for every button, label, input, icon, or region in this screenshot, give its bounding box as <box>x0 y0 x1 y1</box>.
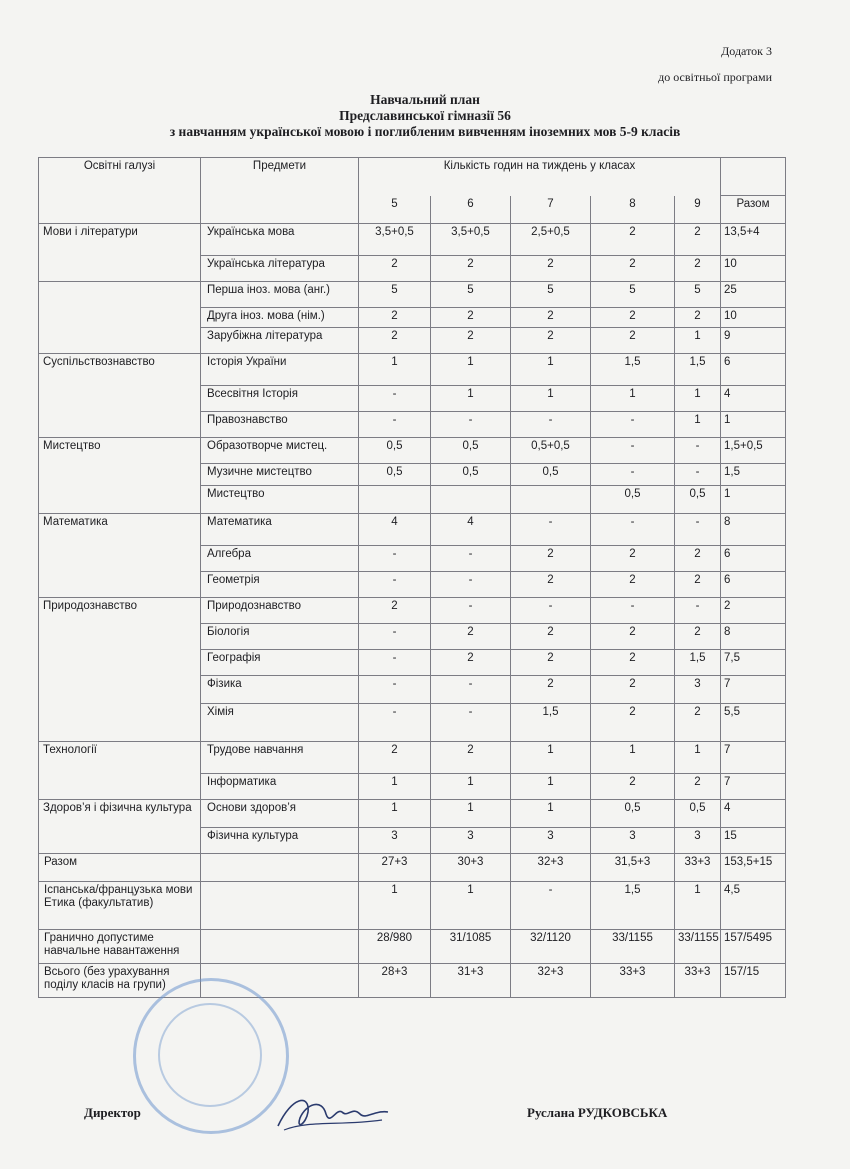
area-cell: Здоров’я і фізична культура <box>39 800 201 854</box>
hours-cell: - <box>591 598 675 624</box>
summary-cell: 32/1120 <box>511 930 591 964</box>
total-cell: 7 <box>721 774 786 800</box>
hours-cell: 5 <box>359 282 431 308</box>
table-row <box>39 742 786 774</box>
hours-cell: - <box>359 572 431 598</box>
total-cell: 4 <box>721 386 786 412</box>
hours-cell: 1 <box>675 328 721 354</box>
hours-cell: 2 <box>675 546 721 572</box>
hours-cell: 3,5+0,5 <box>431 224 511 256</box>
annex-block <box>658 38 772 90</box>
summary-blank <box>201 930 359 964</box>
summary-cell: 1,5 <box>591 882 675 930</box>
summary-label: Всього (без урахування поділу класів на групи) <box>39 964 201 998</box>
hours-cell: - <box>431 598 511 624</box>
hours-cell: 2 <box>359 256 431 282</box>
hours-cell: 2 <box>675 624 721 650</box>
summary-blank <box>201 882 359 930</box>
hours-cell: 0,5 <box>675 800 721 828</box>
subject-cell: Друга іноз. мова (нім.) <box>201 308 359 328</box>
area-cell: Суспільствознавство <box>39 354 201 438</box>
summary-label: Іспанська/французька мови Етика (факультатив) <box>39 882 201 930</box>
total-cell: 6 <box>721 572 786 598</box>
hours-cell: 2 <box>511 256 591 282</box>
subject-cell: Інформатика <box>201 774 359 800</box>
summary-cell: 33+3 <box>675 964 721 998</box>
grade-7: 7 <box>511 196 591 224</box>
summary-label: Гранично допустиме навчальне навантаження <box>39 930 201 964</box>
summary-cell: 28+3 <box>359 964 431 998</box>
hours-cell: - <box>431 572 511 598</box>
hours-cell: 2 <box>591 650 675 676</box>
header-subject: Предмети <box>201 158 359 224</box>
table-row <box>39 282 786 308</box>
hours-cell: 2 <box>591 572 675 598</box>
summary-cell: 33+3 <box>675 854 721 882</box>
total-cell: 4 <box>721 800 786 828</box>
hours-cell: - <box>359 386 431 412</box>
hours-cell: - <box>359 624 431 650</box>
summary-cell: 31,5+3 <box>591 854 675 882</box>
grade-5: 5 <box>359 196 431 224</box>
subject-cell: Історія України <box>201 354 359 386</box>
summary-total-cell: 153,5+15 <box>721 854 786 882</box>
total-cell: 9 <box>721 328 786 354</box>
hours-cell: 1,5 <box>675 354 721 386</box>
hours-cell: 2 <box>431 328 511 354</box>
hours-cell: 2 <box>359 742 431 774</box>
hours-cell: 1 <box>431 774 511 800</box>
summary-total-cell: 4,5 <box>721 882 786 930</box>
hours-cell: 2 <box>511 308 591 328</box>
title-line-3: з навчанням української мовою і поглибленим вивченням іноземних мов 5-9 класів <box>169 124 681 139</box>
summary-cell: 1 <box>359 882 431 930</box>
subject-cell: Українська мова <box>201 224 359 256</box>
area-cell: Мистецтво <box>39 438 201 514</box>
summary-cell: 31+3 <box>431 964 511 998</box>
hours-cell: - <box>431 412 511 438</box>
hours-cell: 1 <box>511 742 591 774</box>
hours-cell: 2 <box>675 704 721 742</box>
area-cell: Математика <box>39 514 201 598</box>
subject-cell: Основи здоров’я <box>201 800 359 828</box>
subject-cell: Трудове навчання <box>201 742 359 774</box>
total-cell: 7 <box>721 676 786 704</box>
summary-label: Разом <box>39 854 201 882</box>
summary-cell: 33/1155 <box>591 930 675 964</box>
total-cell: 6 <box>721 546 786 572</box>
hours-cell: 2 <box>591 328 675 354</box>
hours-cell: - <box>511 598 591 624</box>
summary-cell: 1 <box>431 882 511 930</box>
hours-cell: 0,5 <box>591 486 675 514</box>
total-cell: 1,5 <box>721 464 786 486</box>
annex-subtitle: до освітньої програми <box>658 70 772 84</box>
total-cell: 8 <box>721 514 786 546</box>
curriculum-table <box>38 157 786 998</box>
director-name: Руслана РУДКОВСЬКА <box>527 1105 668 1120</box>
hours-cell: 1 <box>431 800 511 828</box>
hours-cell <box>431 486 511 514</box>
total-cell: 1 <box>721 412 786 438</box>
header-area: Освітні галузі <box>39 158 201 224</box>
hours-cell: 3 <box>431 828 511 854</box>
hours-cell: 2 <box>675 774 721 800</box>
grade-8: 8 <box>591 196 675 224</box>
hours-cell: - <box>675 514 721 546</box>
hours-cell: 0,5 <box>431 464 511 486</box>
header-row <box>39 158 786 196</box>
hours-cell: 2 <box>359 308 431 328</box>
hours-cell: 3 <box>591 828 675 854</box>
hours-cell: 2 <box>591 774 675 800</box>
hours-cell: - <box>431 704 511 742</box>
hours-cell: 1 <box>359 354 431 386</box>
hours-cell: - <box>675 464 721 486</box>
summary-cell: 31/1085 <box>431 930 511 964</box>
area-cell: Мови і літератури <box>39 224 201 282</box>
director-signature <box>270 1090 400 1138</box>
hours-cell: 2 <box>431 624 511 650</box>
hours-cell: 2 <box>675 308 721 328</box>
hours-cell: 0,5 <box>359 438 431 464</box>
total-cell: 5,5 <box>721 704 786 742</box>
total-cell: 15 <box>721 828 786 854</box>
summary-cell: 1 <box>675 882 721 930</box>
table-row <box>39 514 786 546</box>
hours-cell: 2 <box>511 650 591 676</box>
summary-cell: 32+3 <box>511 854 591 882</box>
hours-cell: 2 <box>511 572 591 598</box>
hours-cell: 5 <box>675 282 721 308</box>
subject-cell: Музичне мистецтво <box>201 464 359 486</box>
hours-cell: - <box>359 412 431 438</box>
hours-cell: 1 <box>511 800 591 828</box>
hours-cell: 1,5 <box>591 354 675 386</box>
total-cell: 1 <box>721 486 786 514</box>
hours-cell: - <box>431 546 511 572</box>
subject-cell: Природознавство <box>201 598 359 624</box>
hours-cell: 3 <box>511 828 591 854</box>
hours-cell: - <box>591 438 675 464</box>
hours-cell: 1 <box>591 386 675 412</box>
summary-blank <box>201 854 359 882</box>
hours-cell: 1 <box>675 742 721 774</box>
summary-cell: 33+3 <box>591 964 675 998</box>
total-cell: 1,5+0,5 <box>721 438 786 464</box>
summary-cell: - <box>511 882 591 930</box>
grade-6: 6 <box>431 196 511 224</box>
summary-total-cell: 157/15 <box>721 964 786 998</box>
hours-cell: 2 <box>511 676 591 704</box>
official-stamp <box>133 978 289 1134</box>
hours-cell: 4 <box>431 514 511 546</box>
hours-cell: - <box>591 464 675 486</box>
hours-cell: - <box>675 438 721 464</box>
hours-cell: 2 <box>511 328 591 354</box>
hours-cell: 1 <box>431 354 511 386</box>
subject-cell: Географія <box>201 650 359 676</box>
area-cell: Природознавство <box>39 598 201 742</box>
hours-cell: 1 <box>511 774 591 800</box>
total-cell: 10 <box>721 256 786 282</box>
hours-cell: - <box>511 514 591 546</box>
summary-row <box>39 854 786 882</box>
header-hours: Кількість годин на тиждень у класах <box>359 158 721 196</box>
summary-row <box>39 930 786 964</box>
subject-cell: Правознавство <box>201 412 359 438</box>
hours-cell: 2 <box>591 624 675 650</box>
hours-cell: 2 <box>591 676 675 704</box>
hours-cell: 2 <box>591 224 675 256</box>
hours-cell: 1 <box>359 774 431 800</box>
area-cell: Технології <box>39 742 201 800</box>
subject-cell: Образотворче мистец. <box>201 438 359 464</box>
hours-cell: - <box>511 412 591 438</box>
grade-total: Разом <box>721 196 786 224</box>
subject-cell: Зарубіжна література <box>201 328 359 354</box>
hours-cell: - <box>359 650 431 676</box>
hours-cell: 5 <box>431 282 511 308</box>
hours-cell: 2 <box>591 546 675 572</box>
hours-cell: 1,5 <box>675 650 721 676</box>
hours-cell: 1 <box>359 800 431 828</box>
summary-total-cell: 157/5495 <box>721 930 786 964</box>
hours-cell: 0,5+0,5 <box>511 438 591 464</box>
hours-cell: 2 <box>591 256 675 282</box>
hours-cell: 2 <box>675 224 721 256</box>
subject-cell: Хімія <box>201 704 359 742</box>
hours-cell: - <box>675 598 721 624</box>
hours-cell: 3,5+0,5 <box>359 224 431 256</box>
hours-cell: 3 <box>675 676 721 704</box>
hours-cell: 2 <box>359 598 431 624</box>
table-row <box>39 598 786 624</box>
area-cell <box>39 282 201 354</box>
summary-row <box>39 964 786 998</box>
hours-cell: - <box>359 704 431 742</box>
subject-cell: Українська література <box>201 256 359 282</box>
hours-cell: 0,5 <box>675 486 721 514</box>
summary-cell: 30+3 <box>431 854 511 882</box>
hours-cell: 2,5+0,5 <box>511 224 591 256</box>
subject-cell: Мистецтво <box>201 486 359 514</box>
hours-cell: 1 <box>675 386 721 412</box>
table-row <box>39 438 786 464</box>
hours-cell: 2 <box>431 742 511 774</box>
subject-cell: Біологія <box>201 624 359 650</box>
total-cell: 7,5 <box>721 650 786 676</box>
total-cell: 7 <box>721 742 786 774</box>
hours-cell: 1 <box>431 386 511 412</box>
summary-cell: 27+3 <box>359 854 431 882</box>
summary-cell: 28/980 <box>359 930 431 964</box>
total-cell: 8 <box>721 624 786 650</box>
hours-cell: 0,5 <box>511 464 591 486</box>
subject-cell: Алгебра <box>201 546 359 572</box>
hours-cell: 0,5 <box>359 464 431 486</box>
hours-cell: 2 <box>675 256 721 282</box>
director-label: Директор <box>84 1105 141 1120</box>
hours-cell: 3 <box>359 828 431 854</box>
hours-cell: 2 <box>431 650 511 676</box>
total-cell: 25 <box>721 282 786 308</box>
hours-cell: 0,5 <box>591 800 675 828</box>
hours-cell: 2 <box>511 624 591 650</box>
total-cell: 6 <box>721 354 786 386</box>
document-title <box>0 92 850 140</box>
hours-cell: - <box>591 412 675 438</box>
hours-cell: 2 <box>431 256 511 282</box>
hours-cell: 1 <box>511 386 591 412</box>
hours-cell: 1,5 <box>511 704 591 742</box>
table-row <box>39 354 786 386</box>
hours-cell: - <box>591 514 675 546</box>
hours-cell: - <box>359 676 431 704</box>
summary-cell: 32+3 <box>511 964 591 998</box>
table-row <box>39 224 786 256</box>
hours-cell: 2 <box>511 546 591 572</box>
hours-cell: 2 <box>675 572 721 598</box>
table-row <box>39 800 786 828</box>
title-line-1: Навчальний план <box>370 92 480 107</box>
hours-cell: 2 <box>591 704 675 742</box>
subject-cell: Математика <box>201 514 359 546</box>
subject-cell: Геометрія <box>201 572 359 598</box>
hours-cell: 3 <box>675 828 721 854</box>
hours-cell: - <box>359 546 431 572</box>
table-body <box>39 158 786 998</box>
total-cell: 2 <box>721 598 786 624</box>
header-blank <box>721 158 786 196</box>
hours-cell: 4 <box>359 514 431 546</box>
hours-cell: 1 <box>511 354 591 386</box>
hours-cell: 1 <box>675 412 721 438</box>
summary-row <box>39 882 786 930</box>
summary-cell: 33/1155 <box>675 930 721 964</box>
hours-cell <box>359 486 431 514</box>
hours-cell: 2 <box>359 328 431 354</box>
hours-cell: - <box>431 676 511 704</box>
hours-cell: 1 <box>591 742 675 774</box>
hours-cell: 5 <box>591 282 675 308</box>
subject-cell: Всесвітня Історія <box>201 386 359 412</box>
subject-cell: Фізична культура <box>201 828 359 854</box>
total-cell: 13,5+4 <box>721 224 786 256</box>
annex-label: Додаток 3 <box>721 44 772 58</box>
subject-cell: Перша іноз. мова (анг.) <box>201 282 359 308</box>
hours-cell: 2 <box>591 308 675 328</box>
grade-9: 9 <box>675 196 721 224</box>
total-cell: 10 <box>721 308 786 328</box>
hours-cell <box>511 486 591 514</box>
subject-cell: Фізика <box>201 676 359 704</box>
hours-cell: 2 <box>431 308 511 328</box>
hours-cell: 0,5 <box>431 438 511 464</box>
hours-cell: 5 <box>511 282 591 308</box>
title-line-2: Предславинської гімназії 56 <box>339 108 511 123</box>
